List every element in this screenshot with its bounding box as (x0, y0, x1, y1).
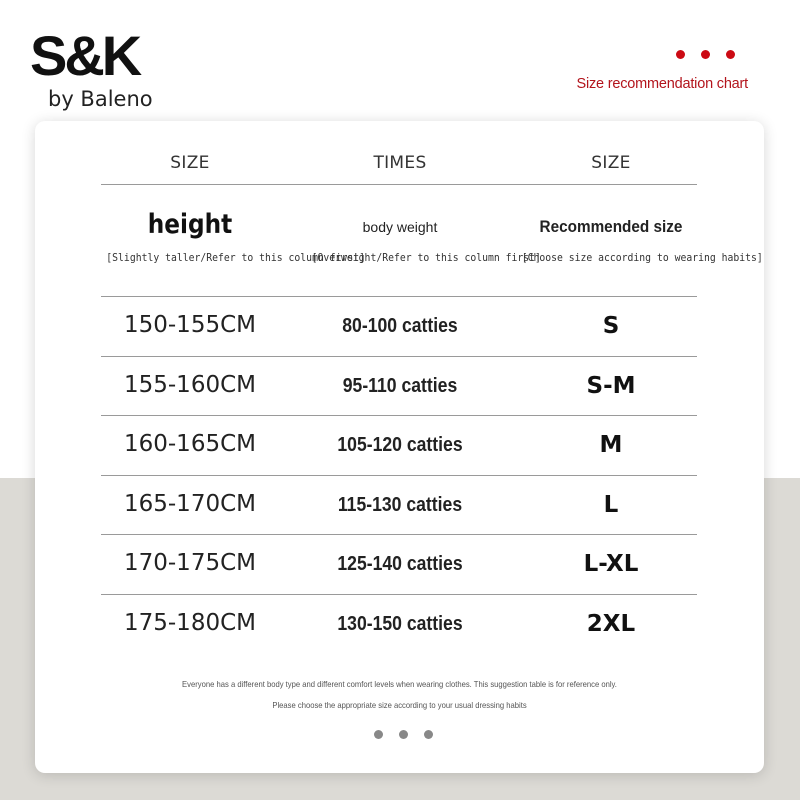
divider (101, 184, 697, 185)
table-row (35, 535, 764, 594)
note-weight: [Overweight/Refer to this column first] (311, 252, 541, 264)
weight-cell: 125-140 catties (337, 553, 463, 575)
size-cell: S (602, 313, 620, 339)
dot-icon (374, 730, 383, 739)
table-row (35, 357, 764, 416)
table-row (35, 297, 764, 356)
note-height: [Slightly taller/Refer to this column first] (106, 252, 365, 264)
weight-cell: 95-110 catties (342, 375, 458, 397)
size-cell: M (599, 432, 623, 458)
page-title: Size recommendation chart (576, 76, 748, 92)
dot-icon (676, 50, 685, 59)
size-chart-card (35, 121, 764, 773)
weight-cell: 80-100 catties (342, 315, 458, 337)
size-cell: 2XL (586, 611, 636, 637)
subheader-height: height (147, 209, 233, 240)
table-row (35, 416, 764, 475)
size-cell: S-M (586, 373, 636, 399)
dot-icon (701, 50, 710, 59)
height-cell: 175-180CM (123, 610, 256, 636)
brand-logo (30, 26, 170, 116)
header-size-2: SIZE (591, 153, 631, 173)
size-cell: L-XL (583, 551, 639, 577)
height-cell: 165-170CM (123, 491, 256, 517)
brand-name: S&K (30, 24, 140, 87)
header-size: SIZE (170, 153, 210, 173)
dot-icon (726, 50, 735, 59)
gray-dots-decoration (374, 730, 433, 739)
footer-note-1: Everyone has a different body type and different comfort levels when wearing clothes. This suggestion table is for reference only. (182, 679, 617, 689)
table-row (35, 595, 764, 654)
weight-cell: 115-130 catties (337, 494, 463, 516)
height-cell: 150-155CM (123, 312, 256, 338)
weight-cell: 130-150 catties (337, 613, 463, 635)
height-cell: 155-160CM (123, 372, 256, 398)
dot-icon (399, 730, 408, 739)
height-cell: 170-175CM (123, 550, 256, 576)
subheader-recommended-size: Recommended size (539, 217, 683, 236)
dot-icon (424, 730, 433, 739)
note-size: [Choose size according to wearing habits] (521, 252, 763, 264)
weight-cell: 105-120 catties (337, 434, 463, 456)
red-dots-decoration (676, 50, 746, 60)
height-cell: 160-165CM (123, 431, 256, 457)
size-cell: L (603, 492, 619, 518)
header-times: TIMES (373, 153, 427, 173)
footer-note-2: Please choose the appropriate size according to your usual dressing habits (272, 700, 527, 710)
subheader-weight: body weight (362, 219, 438, 235)
table-row (35, 476, 764, 535)
brand-tagline: by Baleno (48, 87, 153, 111)
